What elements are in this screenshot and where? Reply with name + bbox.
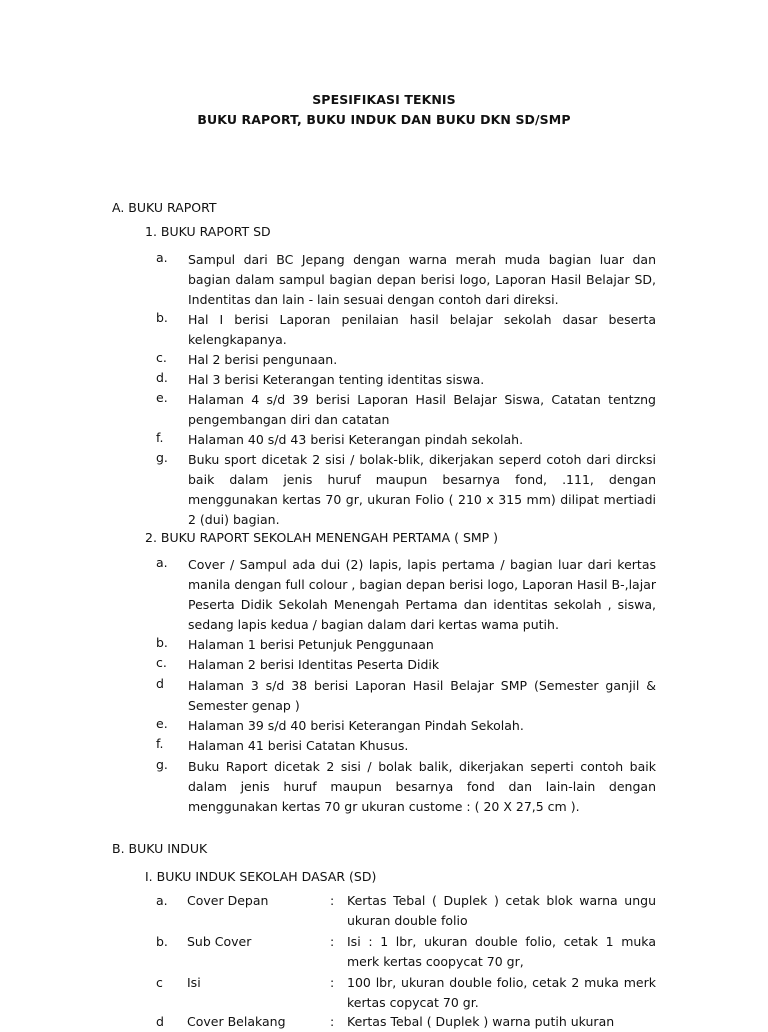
list-item-text: Buku Raport dicetak 2 sisi / bolak balik, dikerjakan seperti contoh baik dalam jenis huruf maupun besarnya fond dan lain-lain dengan menggunakan kertas 70 gr ukuran custome : ( 20 X 27,5 cm ).: [188, 759, 656, 814]
row-marker: c: [156, 975, 163, 990]
list-item-text: Halaman 4 s/d 39 berisi Laporan Hasil Belajar Siswa, Catatan tentzng pengembangan diri dan catatan: [188, 392, 656, 427]
list-marker: c.: [156, 350, 167, 365]
spec-label: Sub Cover: [187, 934, 252, 949]
spec-colon: :: [330, 893, 335, 908]
list-marker: c.: [156, 655, 167, 670]
spec-colon: :: [330, 934, 335, 949]
list-item-text: Halaman 39 s/d 40 berisi Keterangan Pindah Sekolah.: [188, 718, 524, 733]
list-marker: d: [156, 676, 164, 691]
document-title: SPESIFIKASI TEKNIS: [312, 92, 456, 107]
list-item-text: Hal 2 berisi pengunaan.: [188, 352, 338, 367]
subsection-heading-a1: 1. BUKU RAPORT SD: [145, 224, 271, 239]
list-marker: d.: [156, 370, 168, 385]
list-item-text: Sampul dari BC Jepang dengan warna merah muda bagian luar dan bagian dalam sampul bagian depan berisi logo, Laporan Hasil Belajar SD, Indentitas dan lain - lain sesuai dengan contoh dari direksi.: [188, 252, 656, 307]
spec-value: 100 lbr, ukuran double folio, cetak 2 muka merk kertas copycat 70 gr.: [347, 975, 656, 1010]
spec-label: Isi: [187, 975, 201, 990]
list-item-text: Hal I berisi Laporan penilaian hasil belajar sekolah dasar beserta kelengkapanya.: [188, 312, 656, 347]
spec-value: Kertas Tebal ( Duplek ) warna putih ukuran: [347, 1014, 615, 1029]
list-item-text: Halaman 41 berisi Catatan Khusus.: [188, 738, 409, 753]
spec-row: [156, 891, 656, 931]
list-item: [156, 676, 656, 716]
list-item: [156, 250, 656, 310]
list-item: [156, 370, 656, 390]
list-marker: g.: [156, 450, 168, 465]
list-marker: b.: [156, 635, 168, 650]
row-marker: b.: [156, 934, 168, 949]
list-marker: a.: [156, 555, 168, 570]
subsection-heading-b1: I. BUKU INDUK SEKOLAH DASAR (SD): [145, 869, 377, 884]
list-marker: e.: [156, 716, 168, 731]
list-item-text: Halaman 3 s/d 38 berisi Laporan Hasil Belajar SMP (Semester ganjil & Semester genap ): [188, 678, 656, 713]
list-marker: b.: [156, 310, 168, 325]
spec-colon: :: [330, 1014, 335, 1029]
spec-value: Kertas Tebal ( Duplek ) cetak blok warna ungu ukuran double folio: [347, 893, 656, 928]
list-marker: g.: [156, 757, 168, 772]
list-item: [156, 716, 656, 736]
document-subtitle: BUKU RAPORT, BUKU INDUK DAN BUKU DKN SD/SMP: [197, 112, 571, 127]
list-marker: a.: [156, 250, 168, 265]
spec-colon: :: [330, 975, 335, 990]
list-marker: e.: [156, 390, 168, 405]
list-item-text: Halaman 40 s/d 43 berisi Keterangan pindah sekolah.: [188, 432, 524, 447]
list-marker: f.: [156, 736, 164, 751]
spec-row: [156, 1012, 656, 1032]
list-item: [156, 555, 656, 635]
section-heading-a: A. BUKU RAPORT: [112, 200, 217, 215]
list-item-text: Cover / Sampul ada dui (2) lapis, lapis pertama / bagian luar dari kertas manila dengan full colour , bagian depan berisi logo, Laporan Hasil B-,lajar Peserta Didik Sekolah Menengah Pertama dan identitas sekolah , siswa, sedang lapis kedua / bagian dalam dari kertas wama putih.: [188, 557, 656, 632]
list-item-text: Hal 3 berisi Keterangan tenting identitas siswa.: [188, 372, 485, 387]
list-item: [156, 430, 656, 450]
list-item: [156, 635, 656, 655]
row-marker: a.: [156, 893, 168, 908]
section-heading-b: B. BUKU INDUK: [112, 841, 208, 856]
list-item: [156, 450, 656, 530]
list-item: [156, 350, 656, 370]
list-item: [156, 310, 656, 350]
list-item-text: Halaman 2 berisi Identitas Peserta Didik: [188, 657, 440, 672]
list-item: [156, 655, 656, 675]
list-item-text: Halaman 1 berisi Petunjuk Penggunaan: [188, 637, 434, 652]
spec-label: Cover Depan: [187, 893, 269, 908]
subsection-heading-a2: 2. BUKU RAPORT SEKOLAH MENENGAH PERTAMA ( SMP ): [145, 530, 499, 545]
list-item: [156, 757, 656, 817]
list-marker: f.: [156, 430, 164, 445]
spec-row: [156, 932, 656, 972]
list-item-text: Buku sport dicetak 2 sisi / bolak-blik, dikerjakan seperd cotoh dari dircksi baik dalam jenis huruf maupun besarnya fond, .111, dengan menggunakan kertas 70 gr, ukuran Folio ( 210 x 315 mm) dilipat mertiadi 2 (dui) bagian.: [188, 452, 656, 527]
spec-value: Isi : 1 lbr, ukuran double folio, cetak 1 muka merk kertas coopycat 70 gr,: [347, 934, 656, 969]
list-item: [156, 736, 656, 756]
spec-label: Cover Belakang: [187, 1014, 286, 1029]
list-item: [156, 390, 656, 430]
row-marker: d: [156, 1014, 164, 1029]
spec-row: [156, 973, 656, 1013]
